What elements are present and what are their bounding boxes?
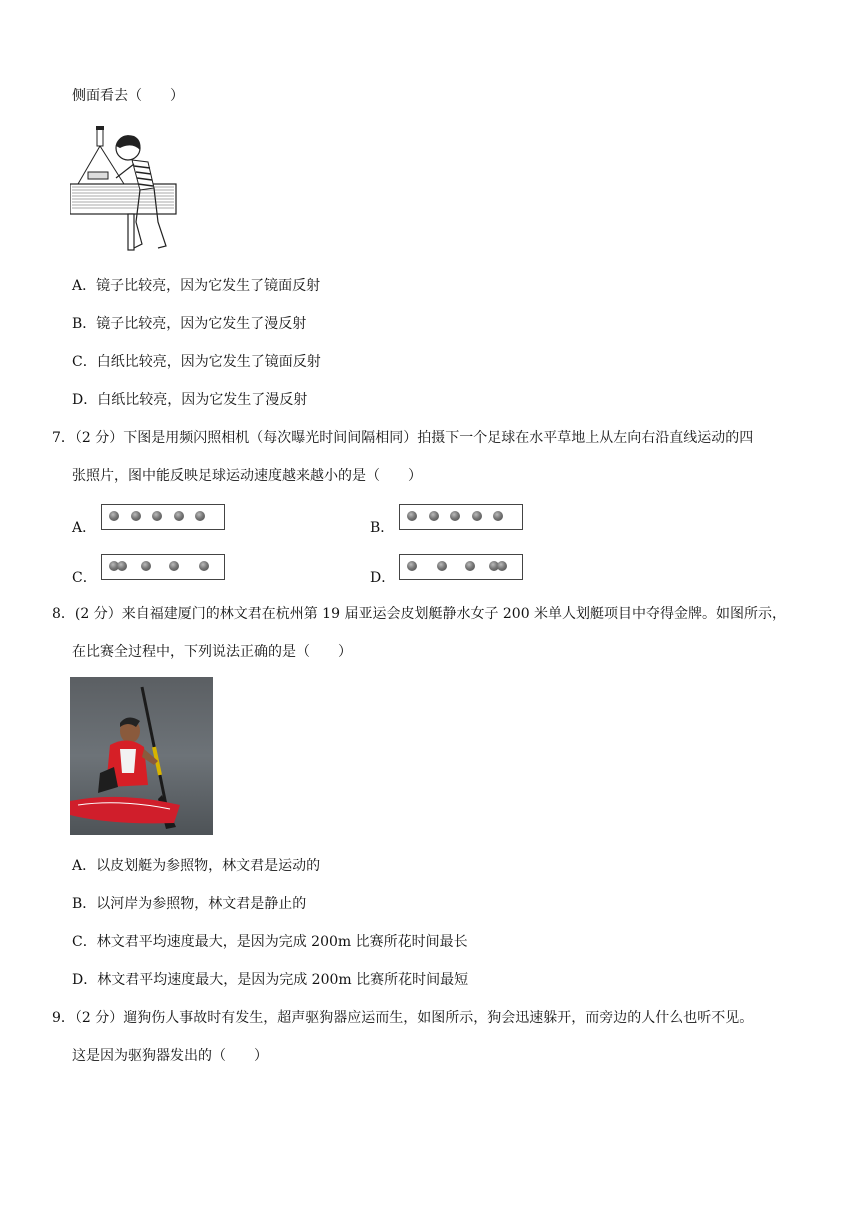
football-frame [437,561,447,571]
football-frame [169,561,179,571]
football-frame [131,511,141,521]
football-frame [450,511,460,521]
football-frame [497,561,507,571]
football-frame [174,511,184,521]
football-frame [199,561,209,571]
football-frame [465,561,475,571]
q8-stem-line2: 在比赛全过程中，下列说法正确的是（ ） [72,644,352,660]
q8-option-c[interactable]: C．林文君平均速度最大，是因为完成 200m 比赛所花时间最长 [72,934,468,950]
q8-option-a[interactable]: A．以皮划艇为参照物，林文君是运动的 [72,858,321,874]
q7-stem-line2: 张照片，图中能反映足球运动速度越来越小的是（ ） [72,468,422,484]
football-frame [429,511,439,521]
q6-option-a[interactable]: A．镜子比较亮，因为它发生了镜面反射 [72,278,321,294]
q8-canoe-athlete-photo [70,677,213,835]
football-frame [472,511,482,521]
q7-option-c-label[interactable]: C． [72,570,97,586]
q6-stem-tail: 侧面看去（ ） [72,88,184,104]
q6-boy-lamp-figure [70,124,180,252]
football-frame [109,511,119,521]
q7-option-a-ball-strip[interactable] [101,504,225,530]
football-frame [152,511,162,521]
q7-option-d-ball-strip[interactable] [399,554,523,580]
q7-option-d-label[interactable]: D． [370,570,396,586]
football-frame [407,511,417,521]
q6-option-c[interactable]: C．白纸比较亮，因为它发生了镜面反射 [72,354,321,370]
football-frame [141,561,151,571]
q8-option-d[interactable]: D．林文君平均速度最大，是因为完成 200m 比赛所花时间最短 [72,972,469,988]
q8-option-b[interactable]: B．以河岸为参照物，林文君是静止的 [72,896,307,912]
q9-stem-line1: 9．（2 分）遛狗伤人事故时有发生，超声驱狗器应运而生，如图所示，狗会迅速躲开，而旁边的人什么也听不见。 [52,1010,754,1026]
football-frame [195,511,205,521]
q6-option-b[interactable]: B．镜子比较亮，因为它发生了漫反射 [72,316,307,332]
q9-stem-line2: 这是因为驱狗器发出的（ ） [72,1048,268,1064]
q7-option-a-label[interactable]: A． [72,520,97,536]
football-frame [407,561,417,571]
football-frame [117,561,127,571]
q7-option-b-ball-strip[interactable] [399,504,523,530]
q6-option-d[interactable]: D．白纸比较亮，因为它发生了漫反射 [72,392,308,408]
q7-option-c-ball-strip[interactable] [101,554,225,580]
q7-option-b-label[interactable]: B． [370,520,395,536]
q7-stem-line1: 7．（2 分）下图是用频闪照相机（每次曝光时间间隔相同）拍摄下一个足球在水平草地上从左向右沿直线运动的四 [52,430,754,446]
football-frame [493,511,503,521]
q8-stem-line1: 8．(2 分）来自福建厦门的林文君在杭州第 19 届亚运会皮划艇静水女子 200 米单人划艇项目中夺得金牌。如图所示， [52,606,787,622]
